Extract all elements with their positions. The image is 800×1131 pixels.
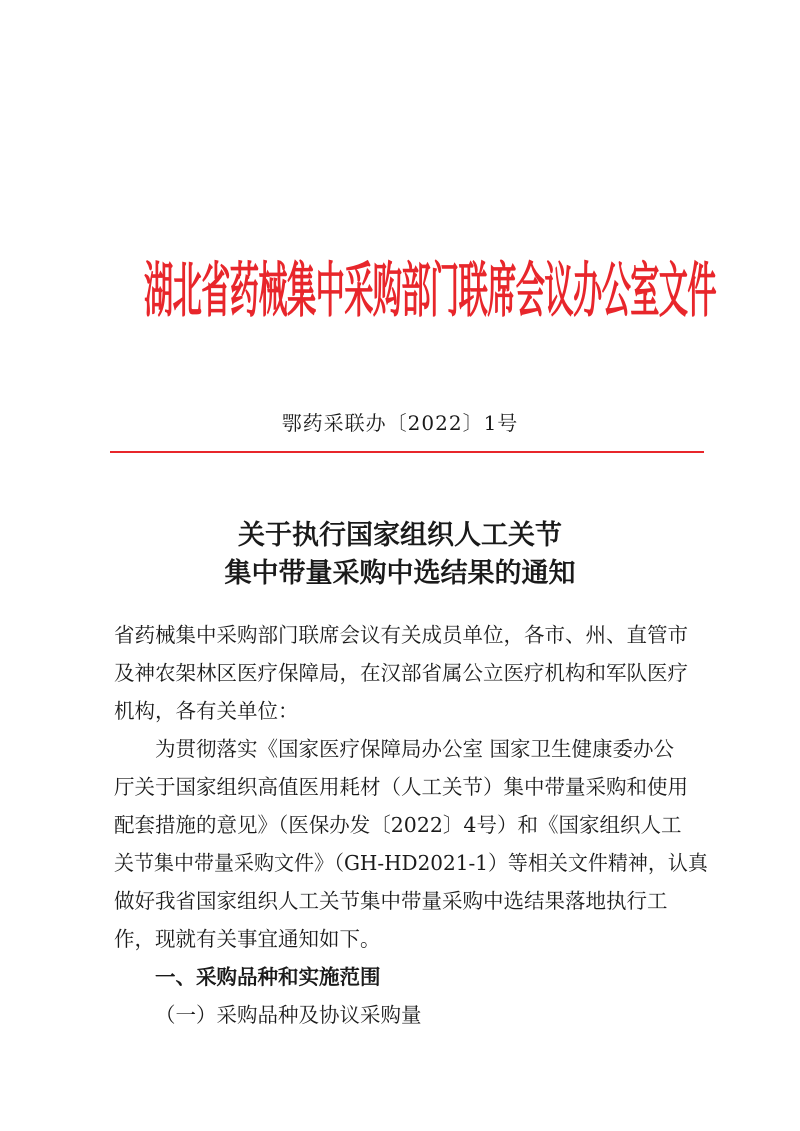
body-paragraph-line: 为贯彻落实《国家医疗保障局办公室 国家卫生健康委办公 (155, 737, 675, 761)
body-paragraph-line: 关节集中带量采购文件》（GH-HD2021-1）等相关文件精神，认真 (114, 851, 708, 875)
document-number: 鄂药采联办〔2022〕1号 (281, 411, 519, 435)
section-heading: 一、采购品种和实施范围 (155, 965, 381, 989)
subsection-heading: （一）采购品种及协议采购量 (155, 1003, 422, 1027)
document-title-line-2: 集中带量采购中选结果的通知 (224, 558, 576, 589)
issuing-authority-header: 湖北省药械集中采购部门联席会议办公室文件 (144, 256, 716, 326)
body-paragraph-line: 配套措施的意见》（医保办发〔2022〕4号）和《国家组织人工 (114, 813, 682, 837)
body-paragraph-line: 做好我省国家组织人工关节集中带量采购中选结果落地执行工 (114, 889, 668, 913)
addressee-line: 机构，各有关单位： (114, 699, 299, 723)
document-title-line-1: 关于执行国家组织人工关节 (238, 520, 562, 551)
addressee-line: 省药械集中采购部门联席会议有关成员单位，各市、州、直管市 (114, 623, 688, 647)
body-paragraph-line: 厅关于国家组织高值医用耗材（人工关节）集中带量采购和使用 (114, 775, 688, 799)
addressee-line: 及神农架林区医疗保障局，在汉部省属公立医疗机构和军队医疗 (114, 661, 688, 685)
red-separator-line (110, 451, 704, 453)
body-paragraph-line: 作，现就有关事宜通知如下。 (114, 927, 381, 951)
